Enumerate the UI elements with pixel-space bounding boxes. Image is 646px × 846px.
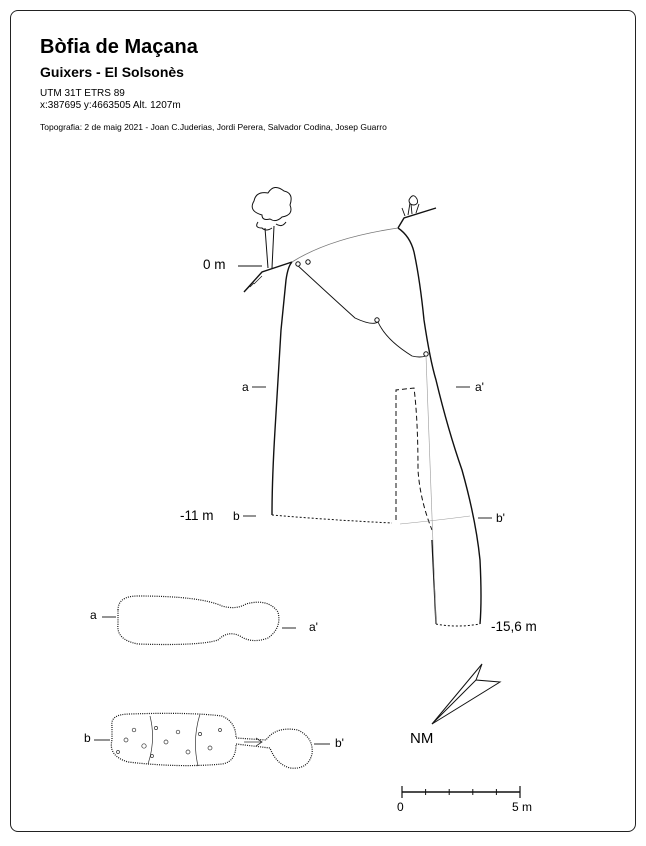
survey-station (296, 262, 300, 266)
section-left-wall (272, 262, 292, 515)
section-mark-a-prime: a' (475, 380, 484, 394)
tree-left-icon (252, 187, 291, 268)
plan-label-a: a (90, 608, 97, 622)
section-floor-upper (272, 515, 392, 523)
plan-label-b: b (84, 731, 91, 745)
surface-left-hatch (246, 276, 262, 290)
scale-label-start: 0 (397, 800, 404, 814)
north-label: NM (410, 730, 434, 747)
section-mark-b: b (233, 509, 240, 523)
north-arrow-icon (432, 664, 500, 724)
plan-section-b (111, 713, 312, 768)
survey-line-vertical (426, 356, 436, 624)
depth-label-mid: -11 m (180, 508, 214, 523)
section-floor-lower (436, 624, 480, 626)
survey-line-upper (292, 228, 398, 262)
survey-station (306, 260, 310, 264)
section-mark-a: a (242, 380, 249, 394)
plan-label-b-prime: b' (335, 736, 344, 750)
dashed-passage (396, 388, 432, 530)
cave-location: Guixers - El Solsonès (40, 64, 184, 80)
survey-station (375, 318, 379, 322)
utm-coordinates: x:387695 y:4663505 Alt. 1207m (40, 100, 181, 111)
section-cut-b (400, 516, 470, 524)
section-right-wall (398, 228, 481, 624)
grass-right-icon (402, 196, 419, 216)
plan-label-a-prime: a' (309, 620, 318, 634)
survey-line-ledge (296, 264, 426, 357)
scale-bar (402, 786, 520, 798)
utm-system: UTM 31T ETRS 89 (40, 88, 125, 99)
plan-section-a (118, 596, 279, 645)
cave-title: Bòfia de Maçana (40, 36, 198, 58)
survey-station (424, 352, 428, 356)
depth-label-top: 0 m (203, 257, 226, 272)
survey-credits: Topografia: 2 de maig 2021 - Joan C.Juderias, Jordi Perera, Salvador Codina, Josep Guarro (40, 122, 387, 132)
depth-label-bottom: -15,6 m (491, 619, 537, 634)
section-mark-b-prime: b' (496, 511, 505, 525)
scale-label-end: 5 m (512, 800, 533, 814)
